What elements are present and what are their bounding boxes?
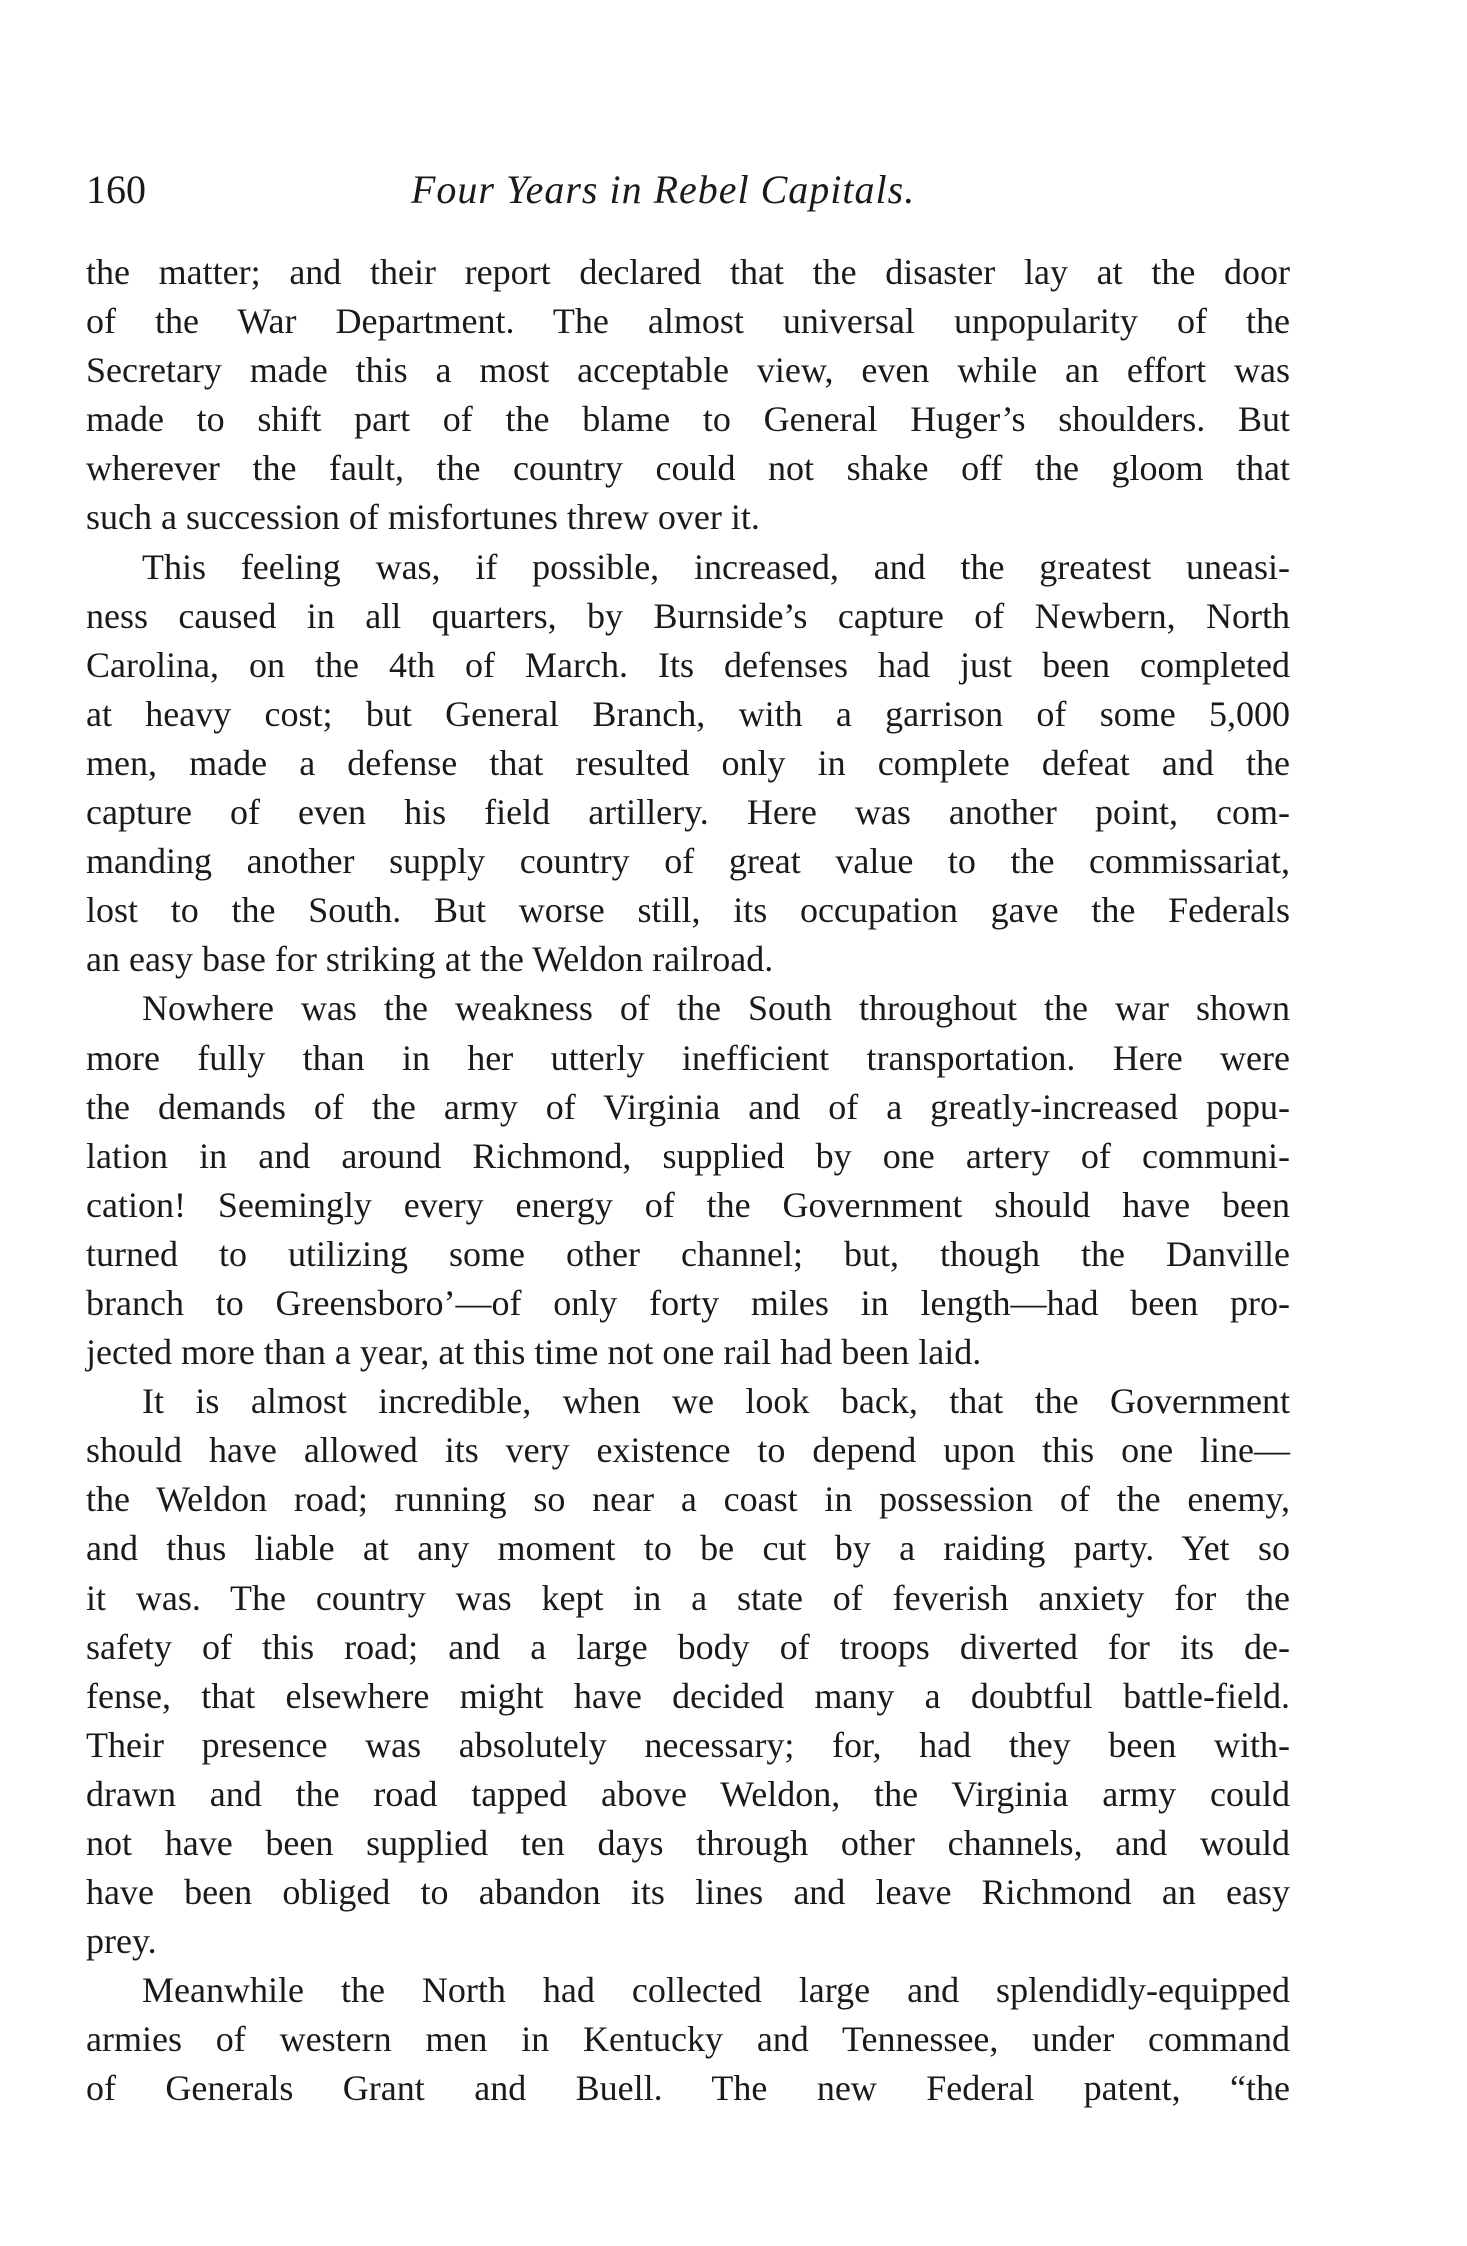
text-line: branch to Greensboro’—of only forty miles in length—had been pro- [86,1282,1290,1323]
text-line: more fully than in her utterly inefficient transportation. Here were [86,1037,1290,1078]
text-line: the Weldon road; running so near a coast in possession of the enemy, [86,1479,1290,1520]
text-line: manding another supply country of great value to the commissariat, [86,841,1290,882]
text-line: of Generals Grant and Buell. The new Federal patent, “the [86,2068,1290,2109]
text-line: at heavy cost; but General Branch, with a garrison of some 5,000 [86,693,1290,734]
text-line: should have allowed its very existence to depend upon this one line— [86,1430,1290,1471]
text-line: This feeling was, if possible, increased, and the greatest uneasi- [142,546,1290,587]
text-line: Carolina, on the 4th of March. Its defenses had just been completed [86,644,1290,685]
text-line: fense, that elsewhere might have decided many a doubtful battle-field. [86,1675,1290,1716]
page-number: 160 [86,167,146,212]
text-line: an easy base for striking at the Weldon railroad. [86,939,774,980]
text-line: It is almost incredible, when we look back, that the Government [142,1381,1290,1422]
text-line: such a succession of misfortunes threw over it. [86,497,760,538]
text-line: of the War Department. The almost universal unpopularity of the [86,301,1290,342]
text-line: capture of even his field artillery. Here was another point, com- [86,792,1290,833]
text-line: safety of this road; and a large body of troops diverted for its de- [86,1626,1290,1667]
text-line: lation in and around Richmond, supplied by one artery of communi- [86,1135,1290,1176]
text-line: drawn and the road tapped above Weldon, the Virginia army could [86,1773,1290,1814]
running-title: Four Years in Rebel Capitals. [411,167,916,212]
text-line: Their presence was absolutely necessary; for, had they been with- [86,1724,1290,1765]
text-line: it was. The country was kept in a state of feverish anxiety for the [86,1577,1290,1618]
text-line: the matter; and their report declared that the disaster lay at the door [86,252,1290,292]
text-line: lost to the South. But worse still, its occupation gave the Federals [86,890,1290,931]
text-line: made to shift part of the blame to General Huger’s shoulders. But [86,399,1290,440]
text-line: armies of western men in Kentucky and Tennessee, under command [86,2019,1290,2060]
running-head [86,160,1286,220]
text-line: Meanwhile the North had collected large and splendidly-equipped [142,1970,1290,2011]
text-line: Nowhere was the weakness of the South throughout the war shown [142,988,1290,1029]
text-line: prey. [86,1921,157,1962]
body-text [86,248,1290,2114]
text-line: cation! Seemingly every energy of the Government should have been [86,1184,1290,1225]
text-line: turned to utilizing some other channel; but, though the Danville [86,1233,1290,1274]
text-line: wherever the fault, the country could not shake off the gloom that [86,448,1290,489]
text-line: not have been supplied ten days through other channels, and would [86,1823,1290,1863]
text-line: jected more than a year, at this time not one rail had been laid. [86,1332,982,1373]
text-line: have been obliged to abandon its lines and leave Richmond an easy [86,1872,1290,1913]
text-line: the demands of the army of Virginia and of a greatly-increased popu- [86,1086,1290,1127]
text-line: Secretary made this a most acceptable view, even while an effort was [86,350,1290,391]
text-line: and thus liable at any moment to be cut by a raiding party. Yet so [86,1528,1290,1569]
text-line: ness caused in all quarters, by Burnside’s capture of Newbern, North [86,595,1290,636]
text-line: men, made a defense that resulted only in complete defeat and the [86,742,1290,783]
